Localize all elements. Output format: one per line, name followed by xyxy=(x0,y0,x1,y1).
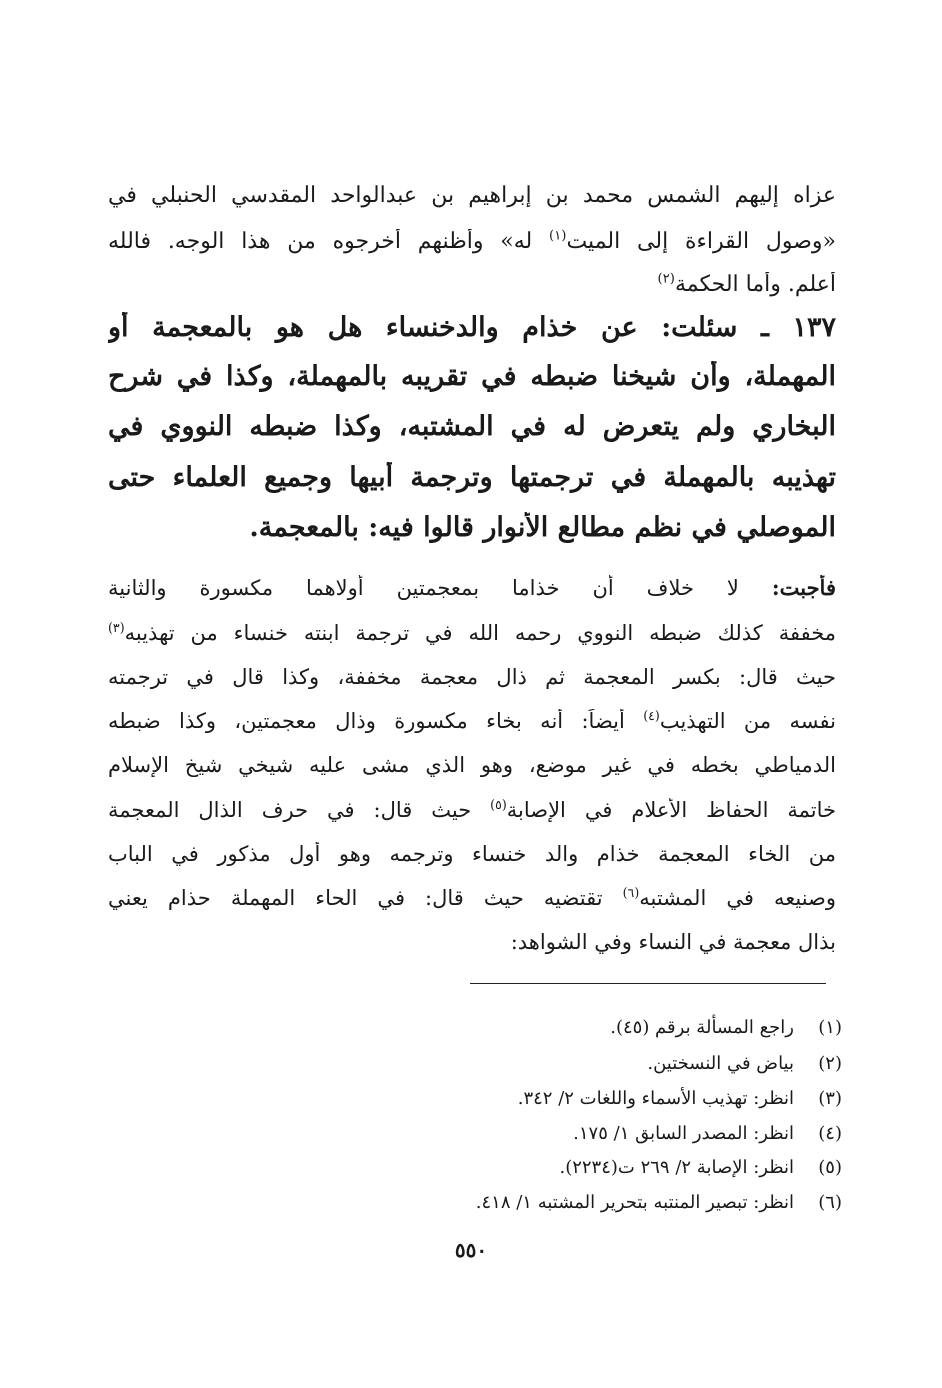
footnote-3 xyxy=(102,1088,842,1109)
note-ref-1: (١) xyxy=(549,229,567,244)
question-line-5: الموصلي في نظم مطالع الأنوار قالوا فيه: بالمعجمة. xyxy=(249,512,836,543)
footnote-1 xyxy=(102,1017,842,1038)
footnote-6-number: (٦) xyxy=(818,1192,842,1213)
answer-line-8-part-b: تقتضيه حيث قال: في الحاء المهملة حذام يعني xyxy=(108,886,623,910)
note-ref-2: (٢) xyxy=(657,272,675,287)
footnote-4-number: (٤) xyxy=(818,1123,842,1144)
question-line-3: البخاري ولم يتعرض له في المشتبه، وكذا ضبطه النووي في xyxy=(108,411,836,442)
footnote-1-number: (١) xyxy=(818,1017,842,1038)
intro-line-3 xyxy=(108,272,836,297)
intro-line-2 xyxy=(108,229,836,254)
answer-line-5: الدمياطي بخطه في غير موضع، وهو الذي مشى عليه شيخي شيخ الإسلام xyxy=(108,753,836,777)
footnote-separator xyxy=(470,983,826,984)
page-number: ٥٥٠ xyxy=(454,1238,488,1262)
answer-lead: فأجبت: xyxy=(771,575,836,600)
answer-line-4-part-b: أيضاً: أنه بخاء مكسورة وذال معجمتين، وكذا ضبطه xyxy=(108,709,644,733)
intro-line-2-part-a: «وصول القراءة إلى الميت xyxy=(566,229,836,254)
answer-line-4 xyxy=(108,709,836,733)
footnote-6 xyxy=(102,1192,842,1213)
question-line-1: ١٣٧ ـ سئلت: عن خذام والدخنساء هل هو بالمعجمة أو xyxy=(108,312,836,343)
note-ref-3: (٣) xyxy=(108,621,125,635)
footnote-4-text: انظر: المصدر السابق ١/ ١٧٥. xyxy=(573,1123,794,1144)
answer-line-6 xyxy=(108,798,836,822)
answer-line-4-part-a: نفسه من التهذيب xyxy=(659,709,836,733)
footnote-1-text: راجع المسألة برقم (٤٥). xyxy=(610,1017,794,1038)
footnote-2-number: (٢) xyxy=(818,1053,842,1074)
footnote-3-text: انظر: تهذيب الأسماء واللغات ٢/ ٣٤٢. xyxy=(517,1088,794,1109)
answer-line-6-part-a: خاتمة الحفاظ الأعلام في الإصابة xyxy=(506,798,836,822)
answer-line-3: حيث قال: بكسر المعجمة ثم ذال معجمة مخففة، وكذا قال في ترجمته xyxy=(108,665,836,689)
footnote-5-text: انظر: الإصابة ٢/ ٢٦٩ ت(٢٢٣٤). xyxy=(559,1157,794,1178)
note-ref-4: (٤) xyxy=(643,709,660,723)
question-line-4: تهذيبه بالمهملة في ترجمتها وترجمة أبيها وجميع العلماء حتى xyxy=(108,462,836,493)
answer-line-8-part-a: وصنيعه في المشتبه xyxy=(639,886,836,910)
footnote-2 xyxy=(102,1053,842,1074)
footnote-4 xyxy=(102,1123,842,1144)
footnote-5-number: (٥) xyxy=(818,1157,842,1178)
intro-line-1: عزاه إليهم الشمس محمد بن إبراهيم بن عبدالواحد المقدسي الحنبلي في xyxy=(108,183,836,208)
answer-line-1-text: لا خلاف أن خذاما بمعجمتين أولاهما مكسورة والثانية xyxy=(108,576,772,600)
footnote-3-number: (٣) xyxy=(818,1088,842,1109)
question-line-2: المهملة، وأن شيخنا ضبطه في تقريبه بالمهملة، وكذا في شرح xyxy=(108,361,836,392)
footnote-6-text: انظر: تبصير المنتبه بتحرير المشتبه ١/ ٤١٨. xyxy=(475,1192,794,1213)
answer-line-2-text: مخففة كذلك ضبطه النووي رحمه الله في ترجمة ابنته خنساء من تهذيبه xyxy=(124,621,836,645)
answer-line-1 xyxy=(108,575,836,600)
note-ref-5: (٥) xyxy=(490,798,507,812)
note-ref-6: (٦) xyxy=(622,886,640,900)
footnote-5 xyxy=(102,1157,842,1178)
intro-line-2-part-b: له» وأظنهم أخرجوه من هذا الوجه. فالله xyxy=(108,229,550,254)
answer-line-6-part-b: حيث قال: في حرف الذال المعجمة xyxy=(108,798,491,822)
answer-line-8 xyxy=(108,886,836,910)
intro-line-3-text: أعلم. وأما الحكمة xyxy=(674,272,836,297)
footnote-2-text: بياض في النسختين. xyxy=(647,1053,794,1074)
answer-line-2 xyxy=(108,621,836,645)
answer-line-9: بذال معجمة في النساء وفي الشواهد: xyxy=(510,930,836,954)
answer-line-7: من الخاء المعجمة خذام والد خنساء وترجمه وهو أول مذكور في الباب xyxy=(108,842,836,866)
